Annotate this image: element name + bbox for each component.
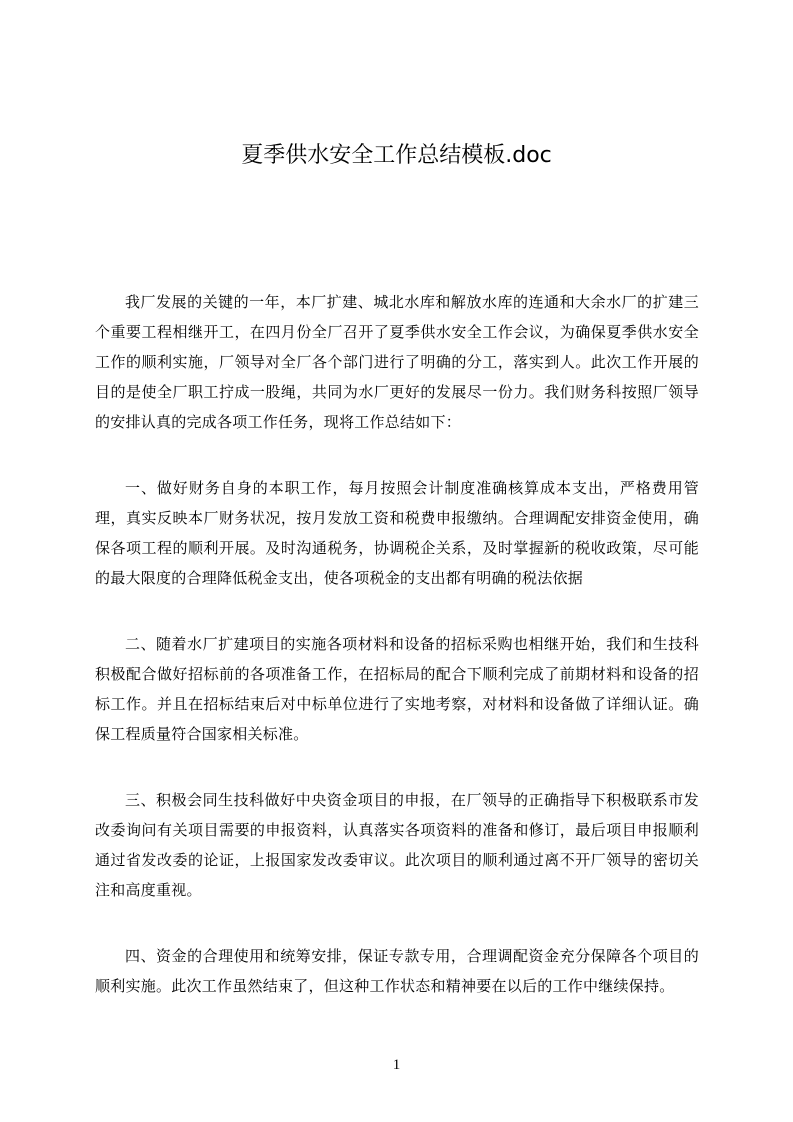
document-title: 夏季供水安全工作总结模板.doc bbox=[241, 143, 552, 168]
page-number: 1 bbox=[392, 1057, 401, 1073]
intro-paragraph: 我厂发展的关键的一年，本厂扩建、城北水库和解放水库的连通和大余水厂的扩建三个重要工程相继开工，在四月份全厂召开了夏季供水安全工作会议，为确保夏季供水安全工作的顺利实施，厂领导对全厂各个部门进行了明确的分工，落实到人。此次工作开展的目的是使全厂职工拧成一股绳，共同为水厂更好的发展尽一份力。我们财务科按照厂领导的安排认真的完成各项工作任务，现将工作总结如下： bbox=[95, 293, 699, 431]
section-one-paragraph: 一、做好财务自身的本职工作，每月按照会计制度准确核算成本支出，严格费用管理，真实反映本厂财务状况，按月发放工资和税费申报缴纳。合理调配安排资金使用，确保各项工程的顺利开展。及时沟通税务，协调税企关系，及时掌握新的税收政策，尽可能的最大限度的合理降低税金支出，使各项税金的支出都有明确的税法依据 bbox=[95, 479, 699, 587]
section-three-paragraph: 三、积极会同生技科做好中央资金项目的申报，在厂领导的正确指导下积极联系市发改委询问有关项目需要的申报资料，认真落实各项资料的准备和修订，最后项目申报顺利通过省发改委的论证，上报国家发改委审议。此次项目的顺利通过离不开厂领导的密切关注和高度重视。 bbox=[95, 791, 699, 899]
section-four-paragraph: 四、资金的合理使用和统筹安排，保证专款专用，合理调配资金充分保障各个项目的顺利实施。此次工作虽然结束了，但这种工作状态和精神要在以后的工作中继续保持。 bbox=[95, 947, 699, 995]
document-body bbox=[95, 287, 699, 1037]
section-two-paragraph: 二、随着水厂扩建项目的实施各项材料和设备的招标采购也相继开始，我们和生技科积极配合做好招标前的各项准备工作，在招标局的配合下顺利完成了前期材料和设备的招标工作。并且在招标结束后对中标单位进行了实地考察，对材料和设备做了详细认证。确保工程质量符合国家相关标准。 bbox=[95, 635, 699, 743]
